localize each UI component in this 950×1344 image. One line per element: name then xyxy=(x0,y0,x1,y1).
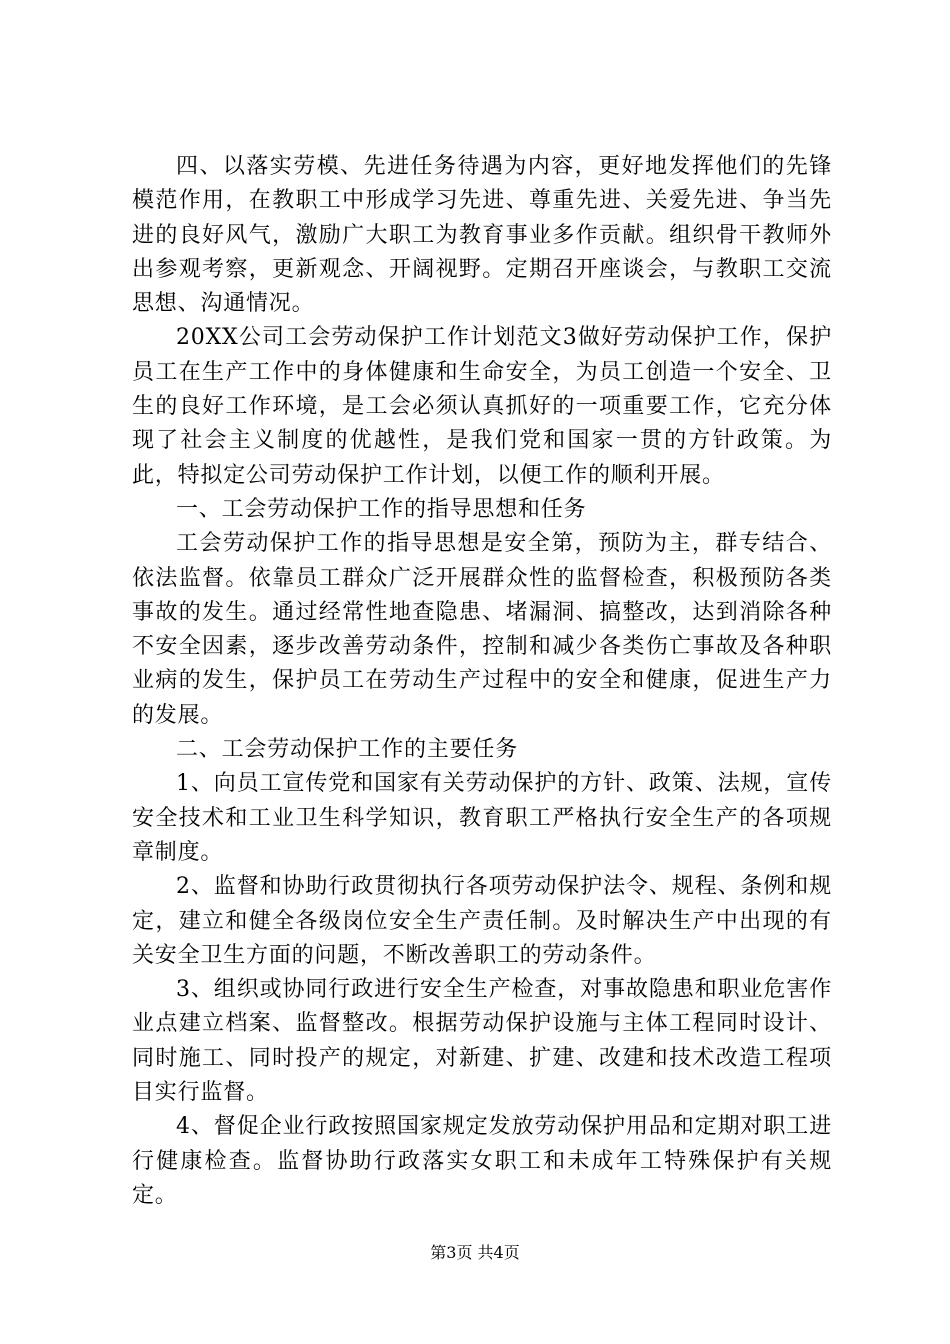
heading-guiding-ideas: 一、工会劳动保护工作的指导思想和任务 xyxy=(176,496,587,522)
paragraph-task-2: 2、监督和协助行政贯彻执行各项劳动保护法令、规程、条例和规定，建立和健全各级岗位安全生产责任制。及时解决生产中出现的有关安全卫生方面的问题，不断改善职工的劳动条件。 xyxy=(132,874,832,968)
page-number-footer: 第3页 共4页 xyxy=(430,1243,520,1262)
paragraph-plan-intro: 20XX公司工会劳动保护工作计划范文3做好劳动保护工作，保护员工在生产工作中的身体健康和生命安全，为员工创造一个安全、卫生的良好工作环境，是工会必须认真抓好的一项重要工作，它充分体现了社会主义制度的优越性，是我们党和国家一贯的方针政策。为此，特拟定公司劳动保护工作计划，以便工作的顺利开展。 xyxy=(132,325,832,488)
document-body xyxy=(132,150,832,1213)
paragraph-task-3: 3、组织或协同行政进行安全生产检查，对事故隐患和职业危害作业点建立档案、监督整改。根据劳动保护设施与主体工程同时设计、同时施工、同时投产的规定，对新建、扩建、改建和技术改造工程项目实行监督。 xyxy=(132,977,832,1106)
paragraph-task-4: 4、督促企业行政按照国家规定发放劳动保护用品和定期对职工进行健康检查。监督协助行政落实女职工和未成年工特殊保护有关规定。 xyxy=(132,1114,832,1208)
paragraph-section-4: 四、以落实劳模、先进任务待遇为内容，更好地发挥他们的先锋模范作用，在教职工中形成学习先进、尊重先进、关爱先进、争当先进的良好风气，激励广大职工为教育事业多作贡献。组织骨干教师外出参观考察，更新观念、开阔视野。定期召开座谈会，与教职工交流思想、沟通情况。 xyxy=(132,154,832,317)
paragraph-task-1: 1、向员工宣传党和国家有关劳动保护的方针、政策、法规，宣传安全技术和工业卫生科学知识，教育职工严格执行安全生产的各项规章制度。 xyxy=(132,771,832,865)
heading-main-tasks: 二、工会劳动保护工作的主要任务 xyxy=(176,737,519,763)
paragraph-guiding-ideas: 工会劳动保护工作的指导思想是安全第，预防为主，群专结合、依法监督。依靠员工群众广泛开展群众性的监督检查，积极预防各类事故的发生。通过经常性地查隐患、堵漏洞、搞整改，达到消除各种不安全因素，逐步改善劳动条件，控制和减少各类伤亡事故及各种职业病的发生，保护员工在劳动生产过程中的安全和健康，促进生产力的发展。 xyxy=(132,531,832,728)
